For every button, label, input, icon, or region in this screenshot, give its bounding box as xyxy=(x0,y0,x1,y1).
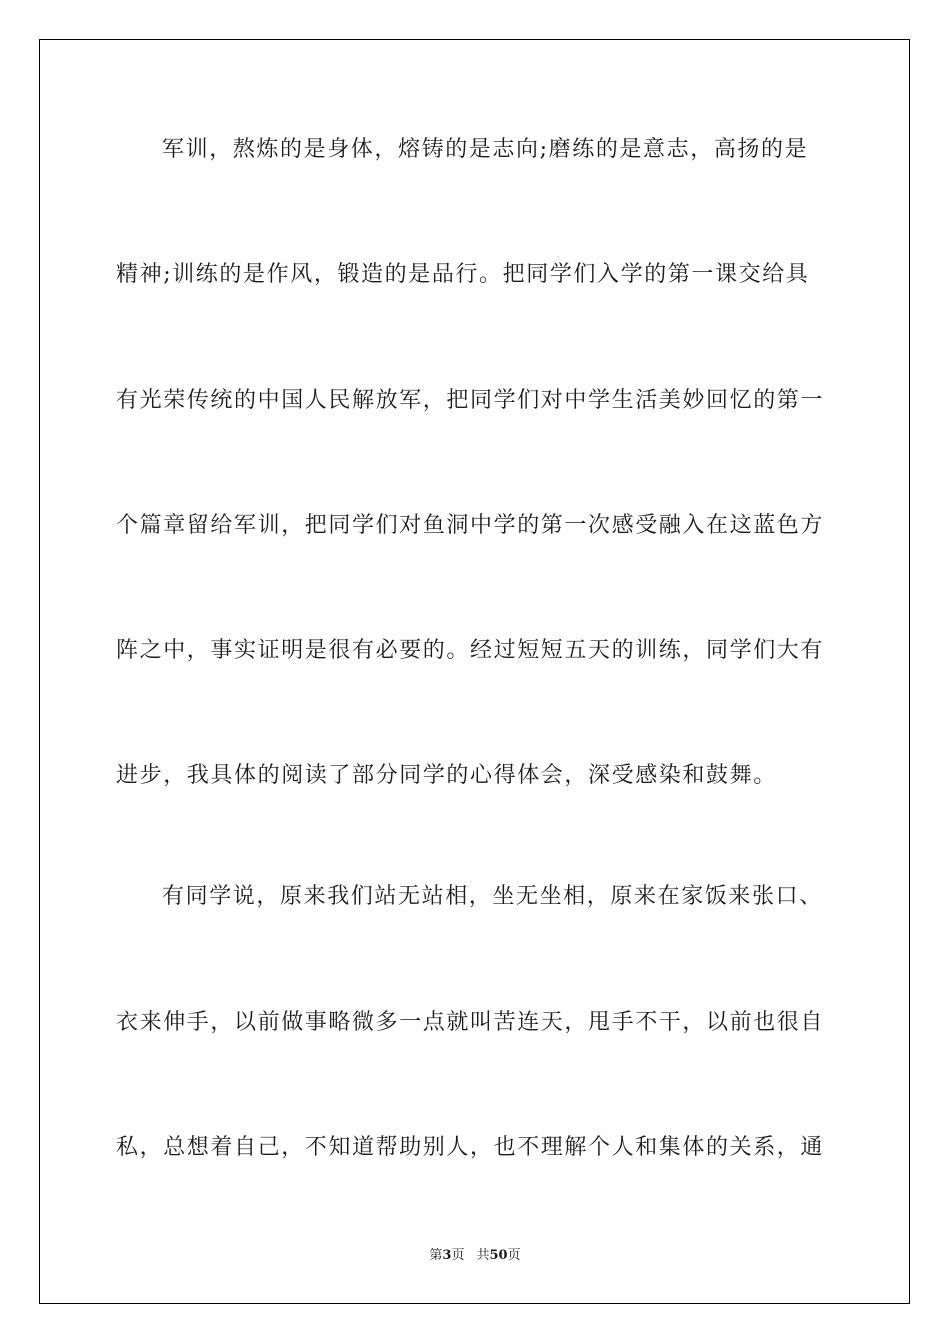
total-prefix: 共 xyxy=(476,1248,490,1263)
page-prefix: 第 xyxy=(429,1248,443,1263)
paragraph-line: 进步，我具体的阅读了部分同学的心得体会，深受感染和鼓舞。 xyxy=(116,763,777,788)
paragraph-line: 精神;训练的是作风，锻造的是品行。把同学们入学的第一课交给具 xyxy=(116,262,810,287)
paragraph-line: 有光荣传统的中国人民解放军，把同学们对中学生活美妙回忆的第一 xyxy=(116,388,825,413)
page-number: 3 xyxy=(442,1248,452,1263)
page-footer xyxy=(0,1246,950,1266)
paragraph-line: 个篇章留给军训，把同学们对鱼洞中学的第一次感受融入在这蓝色方 xyxy=(116,513,825,538)
total-pages: 50 xyxy=(489,1248,508,1263)
paragraph-line: 有同学说，原来我们站无站相，坐无坐相，原来在家饭来张口、 xyxy=(162,884,823,909)
page-border xyxy=(39,39,910,1304)
total-suffix: 页 xyxy=(507,1248,521,1263)
page-suffix: 页 xyxy=(451,1248,465,1263)
paragraph-line: 阵之中，事实证明是很有必要的。经过短短五天的训练，同学们大有 xyxy=(116,638,825,663)
paragraph-line: 军训，熬炼的是身体，熔铸的是志向;磨练的是意志，高扬的是 xyxy=(162,137,809,162)
paragraph-line: 私，总想着自己，不知道帮助别人，也不理解个人和集体的关系，通 xyxy=(116,1135,825,1160)
paragraph-line: 衣来伸手，以前做事略微多一点就叫苦连天，甩手不干，以前也很自 xyxy=(116,1010,825,1035)
